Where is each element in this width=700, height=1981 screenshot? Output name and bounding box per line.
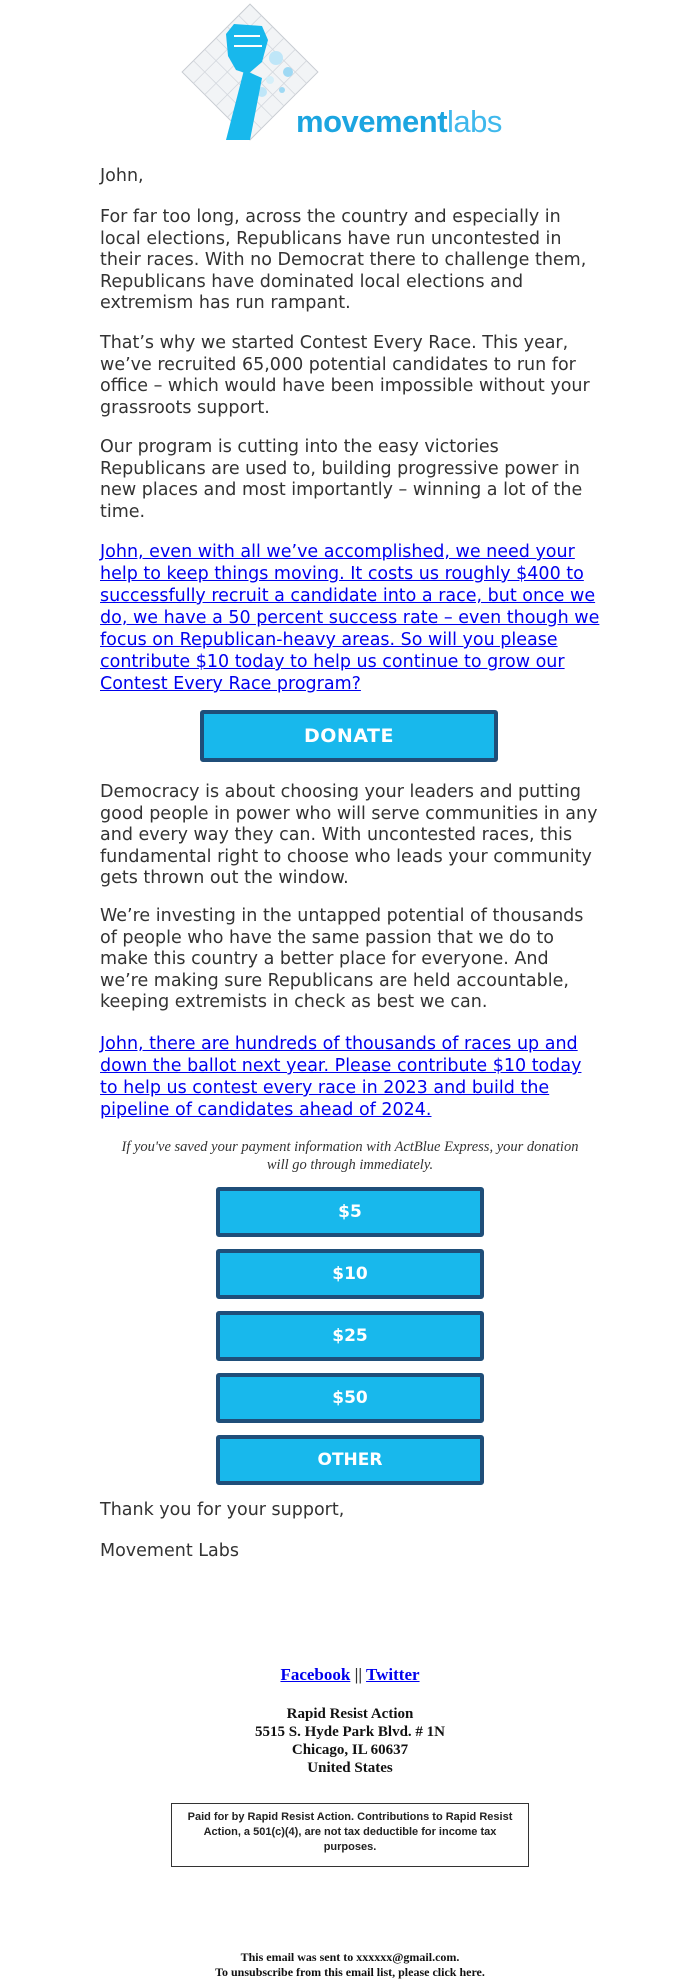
donate-5-button[interactable]: $5 bbox=[216, 1187, 484, 1237]
facebook-link[interactable]: Facebook bbox=[280, 1665, 351, 1684]
donate-25-button[interactable]: $25 bbox=[216, 1311, 484, 1361]
city-line: Chicago, IL 60637 bbox=[291, 1742, 409, 1758]
paragraph-5: We’re investing in the untapped potential of thousands of people who have the same passion that we do to make this country a better place for everyone. And we’re making sure Republicans are held accountable, keeping extremists in check as best we can. bbox=[100, 906, 584, 1012]
donate-other-button[interactable]: OTHER bbox=[216, 1435, 484, 1485]
org-name: Rapid Resist Action bbox=[286, 1706, 414, 1722]
donate-50-button[interactable]: $50 bbox=[216, 1373, 484, 1423]
appeal-link-2[interactable]: John, there are hundreds of thousands of races up and down the ballot next year. Please contribute $10 today to help us contest every race in 2023 and build the pipeline of candidates ahead of 2024. bbox=[100, 1034, 582, 1120]
paragraph-2: That’s why we started Contest Every Race. This year, we’ve recruited 65,000 potential candidates to run for office – which would have been impossible without your grassroots support. bbox=[100, 333, 590, 418]
paragraph-3: Our program is cutting into the easy victories Republicans are used to, building progressive power in new places and most importantly – winning a lot of the time. bbox=[100, 437, 583, 522]
street-address: 5515 S. Hyde Park Blvd. # 1N bbox=[254, 1724, 446, 1740]
unsubscribe-link[interactable]: To unsubscribe from this email list, please click here. bbox=[215, 1965, 485, 1979]
logo-text-accent: labs bbox=[447, 104, 502, 139]
logo bbox=[0, 0, 700, 150]
twitter-link[interactable]: Twitter bbox=[366, 1665, 420, 1684]
thanks-line: Thank you for your support, bbox=[100, 1500, 345, 1520]
donate-10-button[interactable]: $10 bbox=[216, 1249, 484, 1299]
appeal-link-1[interactable]: John, even with all we’ve accomplished, we need your help to keep things moving. It costs us roughly $400 to successfully recruit a candidate into a race, but once we do, we have a 50 percent success rate – even though we focus on Republican-heavy areas. So will you please contribute $10 today to help us continue to grow our Contest Every Race program? bbox=[100, 542, 600, 694]
paid-for-disclaimer: Paid for by Rapid Resist Action. Contributions to Rapid Resist Action, a 501(c)(4), are not tax deductible for income tax purposes. bbox=[171, 1803, 529, 1867]
social-links bbox=[0, 1665, 700, 1685]
sent-to-text: This email was sent to xxxxxx@gmail.com. bbox=[240, 1950, 460, 1964]
signature: Movement Labs bbox=[100, 1541, 239, 1561]
paragraph-4: Democracy is about choosing your leaders and putting good people in power who will serve communities in any and every way they can. With uncontested races, this fundamental right to choose who leads your community gets thrown out the window. bbox=[100, 782, 598, 888]
link-separator: || bbox=[354, 1665, 363, 1684]
logo-text-main: movement bbox=[296, 104, 448, 139]
mailing-address bbox=[0, 1705, 700, 1777]
greeting: John, bbox=[100, 166, 144, 186]
paragraph-1: For far too long, across the country and especially in local elections, Republicans have run uncontested in their races. With no Democrat there to challenge them, Republicans have dominated local elections and extremism has run rampant. bbox=[100, 207, 587, 313]
actblue-note: If you've saved your payment information with ActBlue Express, your donation will go through immediately. bbox=[121, 1139, 579, 1173]
donate-button[interactable]: DONATE bbox=[200, 710, 498, 762]
country: United States bbox=[307, 1760, 393, 1776]
email-sent-notice bbox=[0, 1950, 700, 1980]
